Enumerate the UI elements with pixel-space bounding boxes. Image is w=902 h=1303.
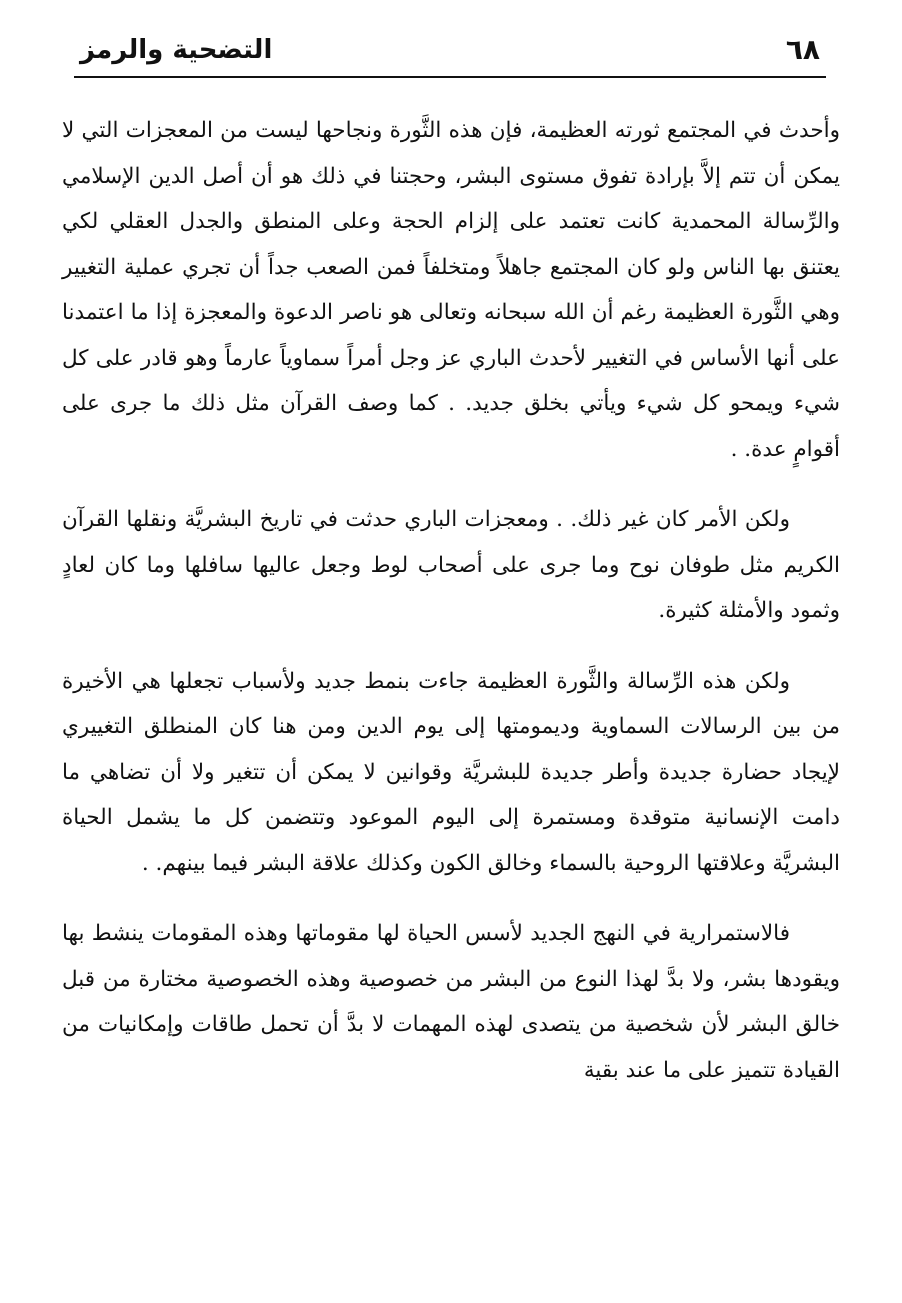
- page-header: [80, 30, 820, 74]
- running-title: التضحية والرمز: [80, 35, 273, 65]
- paragraph-1: وأحدث في المجتمع ثورته العظيمة، فإن هذه الثَّورة ونجاحها ليست من المعجزات التي لا يمكن أن تتم إلاَّ بإرادة تفوق مستوى البشر، وحجتنا في ذلك هو أن أصل الدين الإسلامي والرِّسالة المحمدية كانت تعتمد على إلزام الحجة وعلى المنطق والجدل العقلي لكي يعتنق بها الناس ولو كان المجتمع جاهلاً ومتخلفاً فمن الصعب جداً أن تجري عملية التغيير وهي الثَّورة العظيمة رغم أن الله سبحانه وتعالى هو ناصر الدعوة والمعجزة إذا ما اعتمدنا على أنها الأساس في التغيير لأحدث الباري عز وجل أمراً سماوياً عارماً وهو قادر على كل شيء ويمحو كل شيء ويأتي بخلق جديد. . كما وصف القرآن مثل ذلك ما جرى على أقوامٍ عدة. .: [62, 118, 840, 462]
- paragraph-3: ولكن هذه الرِّسالة والثَّورة العظيمة جاءت بنمط جديد ولأسباب تجعلها هي الأخيرة من بين الرسالات السماوية وديمومتها إلى يوم الدين ومن هنا كان المنطلق التغييري لإيجاد حضارة جديدة وأطر جديدة للبشريَّة وقوانين لا يمكن أن تتغير ولا أن تضاهي ما دامت الإنسانية متوقدة ومستمرة إلى اليوم الموعود وتتضمن كل ما يشمل الحياة البشريَّة وعلاقتها الروحية بالسماء وخالق الكون وكذلك علاقة البشر فيما بينهم. .: [62, 668, 840, 876]
- body-text: [62, 108, 840, 1093]
- page-number: ٦٨: [785, 33, 820, 66]
- paragraph-2: ولكن الأمر كان غير ذلك. . ومعجزات الباري حدثت في تاريخ البشريَّة ونقلها القرآن الكريم مثل طوفان نوح وما جرى على أصحاب لوط وجعل عاليها سافلها وما كان لعادٍ وثمود والأمثلة كثيرة.: [62, 507, 840, 623]
- paragraph-4: فالاستمرارية في النهج الجديد لأسس الحياة لها مقوماتها وهذه المقومات ينشط بها ويقودها بشر، ولا بدَّ لهذا النوع من البشر من خصوصية وهذه الخصوصية مختارة من قبل خالق البشر لأن شخصية من يتصدى لهذه المهمات لا بدَّ أن تحمل طاقات وإمكانيات من القيادة تتميز على ما عند بقية: [62, 921, 840, 1083]
- header-divider: [74, 76, 826, 78]
